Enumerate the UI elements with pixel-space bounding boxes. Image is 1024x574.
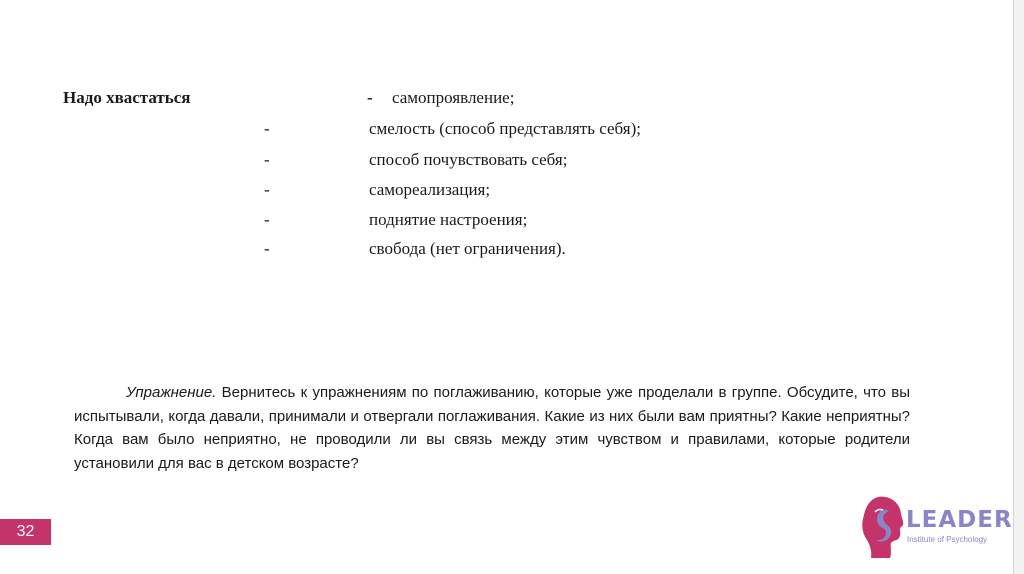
list-item: свобода (нет ограничения).	[369, 239, 566, 258]
list-dash: -	[264, 150, 270, 169]
logo-subtitle: Institute of Psychology	[907, 535, 988, 544]
list-item: самореализация;	[369, 180, 491, 199]
list-item: поднятие настроения;	[369, 210, 528, 229]
list-dash: -	[264, 119, 270, 138]
exercise-text: Вернитесь к упражнениям по поглаживанию, которые уже проделали в группе. Обсудите, что вы испытывали, когда давали, принимали и отвергали поглаживания. Какие из них были вам приятны? Какие неприятны? Когда вам было неприятно, не проводили ли вы связь между этим чувством и правилами, которые родители установили для вас в детском возрасте?	[74, 384, 910, 472]
scrollbar-track[interactable]	[1014, 0, 1024, 574]
page-number-badge: 32	[0, 519, 51, 545]
list-dash: -	[264, 180, 270, 199]
list-dash: -	[264, 239, 270, 258]
list-item: способ почувствовать себя;	[369, 150, 568, 169]
logo-wordmark: LEADER	[906, 507, 1013, 533]
list-item: самопроявление;	[392, 88, 515, 107]
list-dash: -	[367, 88, 373, 107]
exercise-label: Упражнение.	[126, 384, 217, 401]
head-profile-icon	[856, 492, 908, 562]
heading: Надо хвастаться	[63, 88, 191, 107]
list-dash: -	[264, 210, 270, 229]
list-item: смелость (способ представлять себя);	[369, 119, 641, 138]
exercise-paragraph	[74, 381, 910, 475]
leader-logo	[856, 492, 1014, 562]
